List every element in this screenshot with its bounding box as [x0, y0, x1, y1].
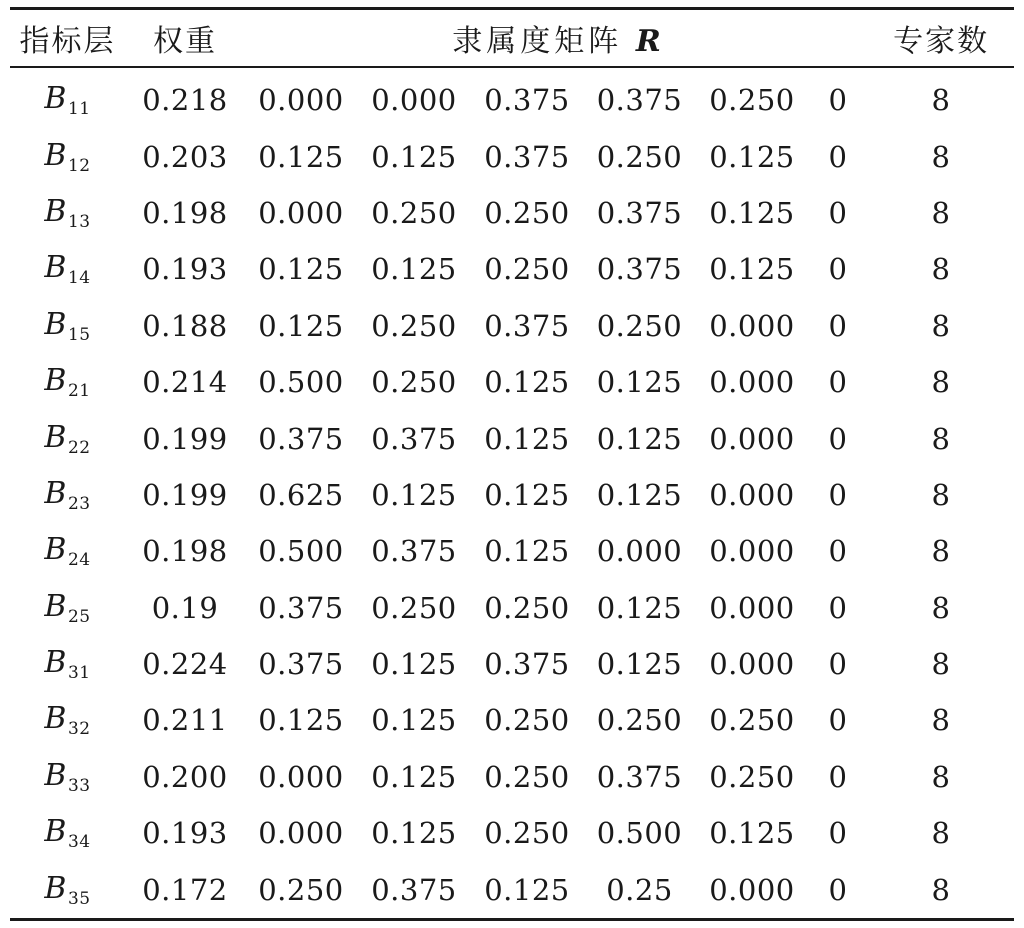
- table-row: [10, 241, 1014, 297]
- matrix-cell: 0.250: [484, 252, 570, 287]
- header-matrix-title: 隶属度矩阵: [452, 24, 623, 59]
- matrix-cell: 0.250: [371, 365, 457, 400]
- membership-matrix-table-wrapper: [10, 7, 1014, 921]
- indicator-subscript: 24: [67, 550, 91, 571]
- indicator-letter: B: [44, 81, 67, 117]
- matrix-cell: 0: [828, 590, 848, 625]
- table-row: [10, 354, 1014, 410]
- table-row: [10, 185, 1014, 241]
- table-row: [10, 749, 1014, 805]
- indicator-cell: [10, 580, 125, 636]
- weight-cell: 0.19: [151, 590, 219, 625]
- matrix-cell: 0.375: [258, 647, 344, 682]
- matrix-cell: 0.125: [371, 816, 457, 851]
- matrix-cell: 0.125: [709, 816, 795, 851]
- weight-cell: 0.198: [142, 195, 228, 230]
- matrix-cell: 0.375: [596, 83, 683, 118]
- indicator-letter: B: [44, 588, 67, 624]
- indicator-subscript: 23: [67, 493, 91, 514]
- matrix-cell: 0.125: [371, 477, 457, 512]
- matrix-cell: 0.125: [484, 872, 570, 907]
- matrix-cell: 0: [828, 139, 848, 174]
- matrix-cell: 0.375: [258, 590, 344, 625]
- matrix-cell: 0.250: [484, 590, 570, 625]
- table-row: [10, 298, 1014, 354]
- matrix-cell: 0.375: [371, 421, 457, 456]
- indicator-cell: [10, 636, 125, 692]
- matrix-cell: 0.375: [484, 308, 570, 343]
- table-row: [10, 692, 1014, 748]
- membership-matrix-table: [10, 10, 1014, 66]
- indicator-cell: [10, 861, 125, 917]
- indicator-letter: B: [44, 475, 67, 511]
- weight-cell: 0.218: [142, 83, 228, 118]
- indicator-letter: B: [44, 532, 67, 568]
- indicator-subscript: 21: [67, 381, 91, 402]
- matrix-cell: 0.125: [596, 590, 683, 625]
- indicator-cell: [10, 185, 125, 241]
- matrix-cell: 0.000: [371, 83, 457, 118]
- matrix-cell: 0.250: [709, 703, 795, 738]
- matrix-cell: 0.250: [371, 195, 457, 230]
- matrix-cell: 0.000: [709, 872, 795, 907]
- matrix-cell: 0.375: [596, 195, 683, 230]
- matrix-cell: 0.000: [709, 590, 795, 625]
- indicator-letter: B: [44, 814, 67, 850]
- table-row: [10, 805, 1014, 861]
- matrix-cell: 0.250: [371, 590, 457, 625]
- matrix-cell: 0.125: [596, 421, 683, 456]
- indicator-subscript: 35: [67, 888, 91, 909]
- matrix-cell: 0.000: [709, 647, 795, 682]
- table-row: [10, 580, 1014, 636]
- matrix-cell: 0.375: [371, 534, 457, 569]
- matrix-cell: 0: [828, 477, 848, 512]
- matrix-cell: 0: [828, 421, 848, 456]
- matrix-cell: 0.125: [484, 365, 570, 400]
- matrix-cell: 0.000: [709, 421, 795, 456]
- indicator-cell: [10, 692, 125, 748]
- matrix-cell: 0: [828, 816, 848, 851]
- matrix-cell: 0: [828, 534, 848, 569]
- matrix-cell: 0.375: [596, 252, 683, 287]
- indicator-cell: [10, 523, 125, 579]
- indicator-subscript: 22: [67, 437, 91, 458]
- matrix-cell: 0.000: [709, 477, 795, 512]
- matrix-cell: 0.125: [596, 365, 683, 400]
- expert-count-cell: 8: [931, 421, 951, 456]
- table-row: [10, 861, 1014, 917]
- matrix-cell: 0.000: [709, 365, 795, 400]
- matrix-cell: 0.125: [371, 759, 457, 794]
- expert-count-cell: 8: [931, 83, 951, 118]
- matrix-cell: 0: [828, 365, 848, 400]
- weight-cell: 0.193: [142, 816, 228, 851]
- matrix-cell: 0: [828, 703, 848, 738]
- expert-count-cell: 8: [931, 195, 951, 230]
- matrix-cell: 0.375: [484, 139, 570, 174]
- indicator-cell: [10, 749, 125, 805]
- indicator-subscript: 34: [67, 832, 91, 853]
- matrix-cell: 0.25: [606, 872, 673, 907]
- matrix-cell: 0.250: [484, 195, 570, 230]
- matrix-cell: 0.500: [596, 816, 683, 851]
- matrix-cell: 0.000: [709, 308, 795, 343]
- matrix-cell: 0.125: [371, 647, 457, 682]
- table-row: [10, 68, 1014, 128]
- indicator-cell: [10, 354, 125, 410]
- table-row: [10, 636, 1014, 692]
- weight-cell: 0.211: [142, 703, 228, 738]
- indicator-subscript: 32: [67, 719, 91, 740]
- matrix-cell: 0.125: [709, 139, 795, 174]
- weight-cell: 0.188: [142, 308, 228, 343]
- matrix-cell: 0.375: [596, 759, 683, 794]
- matrix-cell: 0.000: [709, 534, 795, 569]
- matrix-cell: 0.250: [709, 759, 795, 794]
- matrix-cell: 0.250: [709, 83, 795, 118]
- indicator-cell: [10, 128, 125, 184]
- matrix-cell: 0.250: [484, 816, 570, 851]
- matrix-cell: 0.000: [258, 759, 344, 794]
- indicator-cell: [10, 298, 125, 354]
- matrix-cell: 0: [828, 252, 848, 287]
- header-weight: 权重: [153, 24, 217, 59]
- matrix-cell: 0.125: [709, 195, 795, 230]
- indicator-subscript: 15: [67, 324, 91, 345]
- indicator-cell: [10, 410, 125, 466]
- expert-count-cell: 8: [931, 647, 951, 682]
- matrix-cell: 0.125: [258, 703, 344, 738]
- indicator-letter: B: [44, 306, 67, 342]
- expert-count-cell: 8: [931, 703, 951, 738]
- matrix-cell: 0.000: [258, 83, 344, 118]
- indicator-cell: [10, 467, 125, 523]
- indicator-letter: B: [44, 137, 67, 173]
- expert-count-cell: 8: [931, 816, 951, 851]
- header-expert-count: 专家数: [893, 24, 990, 59]
- matrix-cell: 0: [828, 759, 848, 794]
- indicator-subscript: 31: [67, 663, 91, 684]
- matrix-cell: 0.250: [258, 872, 344, 907]
- matrix-cell: 0.125: [371, 139, 457, 174]
- weight-cell: 0.193: [142, 252, 228, 287]
- indicator-subscript: 11: [67, 99, 91, 120]
- indicator-subscript: 12: [67, 155, 91, 176]
- matrix-cell: 0.125: [484, 534, 570, 569]
- indicator-letter: B: [44, 701, 67, 737]
- matrix-cell: 0.625: [258, 477, 344, 512]
- indicator-letter: B: [44, 363, 67, 399]
- header-membership-matrix: [245, 10, 868, 66]
- weight-cell: 0.224: [142, 647, 228, 682]
- matrix-cell: 0.250: [596, 703, 683, 738]
- indicator-letter: B: [44, 419, 67, 455]
- indicator-subscript: 33: [67, 775, 91, 796]
- matrix-cell: 0.125: [709, 252, 795, 287]
- indicator-cell: [10, 68, 125, 128]
- expert-count-cell: 8: [931, 365, 951, 400]
- matrix-cell: 0: [828, 872, 848, 907]
- header-matrix-symbol: R: [635, 24, 661, 59]
- matrix-cell: 0: [828, 647, 848, 682]
- matrix-cell: 0.000: [258, 195, 344, 230]
- weight-cell: 0.200: [142, 759, 228, 794]
- weight-cell: 0.172: [142, 872, 228, 907]
- matrix-cell: 0.250: [484, 759, 570, 794]
- indicator-letter: B: [44, 645, 67, 681]
- expert-count-cell: 8: [931, 759, 951, 794]
- header-indicator-layer: 指标层: [19, 24, 116, 59]
- indicator-cell: [10, 805, 125, 861]
- weight-cell: 0.203: [142, 139, 228, 174]
- expert-count-cell: 8: [931, 872, 951, 907]
- matrix-cell: 0: [828, 308, 848, 343]
- matrix-cell: 0.000: [258, 816, 344, 851]
- indicator-letter: B: [44, 757, 67, 793]
- matrix-cell: 0.375: [484, 647, 570, 682]
- expert-count-cell: 8: [931, 308, 951, 343]
- indicator-cell: [10, 241, 125, 297]
- weight-cell: 0.199: [142, 477, 228, 512]
- indicator-subscript: 13: [67, 211, 91, 232]
- table-row: [10, 523, 1014, 579]
- matrix-cell: 0.375: [371, 872, 457, 907]
- matrix-cell: 0.125: [596, 477, 683, 512]
- indicator-letter: B: [44, 870, 67, 906]
- matrix-cell: 0.375: [484, 83, 570, 118]
- matrix-cell: 0: [828, 195, 848, 230]
- indicator-letter: B: [44, 250, 67, 286]
- matrix-cell: 0.125: [371, 252, 457, 287]
- indicator-subscript: 25: [67, 606, 91, 627]
- matrix-cell: 0.125: [258, 252, 344, 287]
- weight-cell: 0.214: [142, 365, 228, 400]
- matrix-cell: 0.125: [484, 421, 570, 456]
- matrix-cell: 0.250: [371, 308, 457, 343]
- matrix-cell: 0.125: [596, 647, 683, 682]
- weight-cell: 0.198: [142, 534, 228, 569]
- matrix-cell: 0: [828, 83, 848, 118]
- matrix-cell: 0.250: [596, 308, 683, 343]
- matrix-cell: 0.250: [484, 703, 570, 738]
- indicator-subscript: 14: [67, 268, 91, 289]
- table-bottom-rule: [10, 918, 1014, 921]
- matrix-cell: 0.000: [596, 534, 683, 569]
- table-row: [10, 410, 1014, 466]
- table-header: [10, 10, 1014, 66]
- matrix-cell: 0.125: [484, 477, 570, 512]
- matrix-cell: 0.500: [258, 534, 344, 569]
- header-row: [10, 10, 1014, 66]
- expert-count-cell: 8: [931, 252, 951, 287]
- expert-count-cell: 8: [931, 477, 951, 512]
- matrix-cell: 0.125: [258, 139, 344, 174]
- table-row: [10, 467, 1014, 523]
- membership-matrix-body-table: [10, 68, 1014, 918]
- expert-count-cell: 8: [931, 534, 951, 569]
- table-row: [10, 128, 1014, 184]
- matrix-cell: 0.500: [258, 365, 344, 400]
- expert-count-cell: 8: [931, 590, 951, 625]
- expert-count-cell: 8: [931, 139, 951, 174]
- matrix-cell: 0.125: [258, 308, 344, 343]
- matrix-cell: 0.250: [596, 139, 683, 174]
- matrix-cell: 0.125: [371, 703, 457, 738]
- indicator-letter: B: [44, 193, 67, 229]
- table-body: [10, 68, 1014, 918]
- weight-cell: 0.199: [142, 421, 228, 456]
- matrix-cell: 0.375: [258, 421, 344, 456]
